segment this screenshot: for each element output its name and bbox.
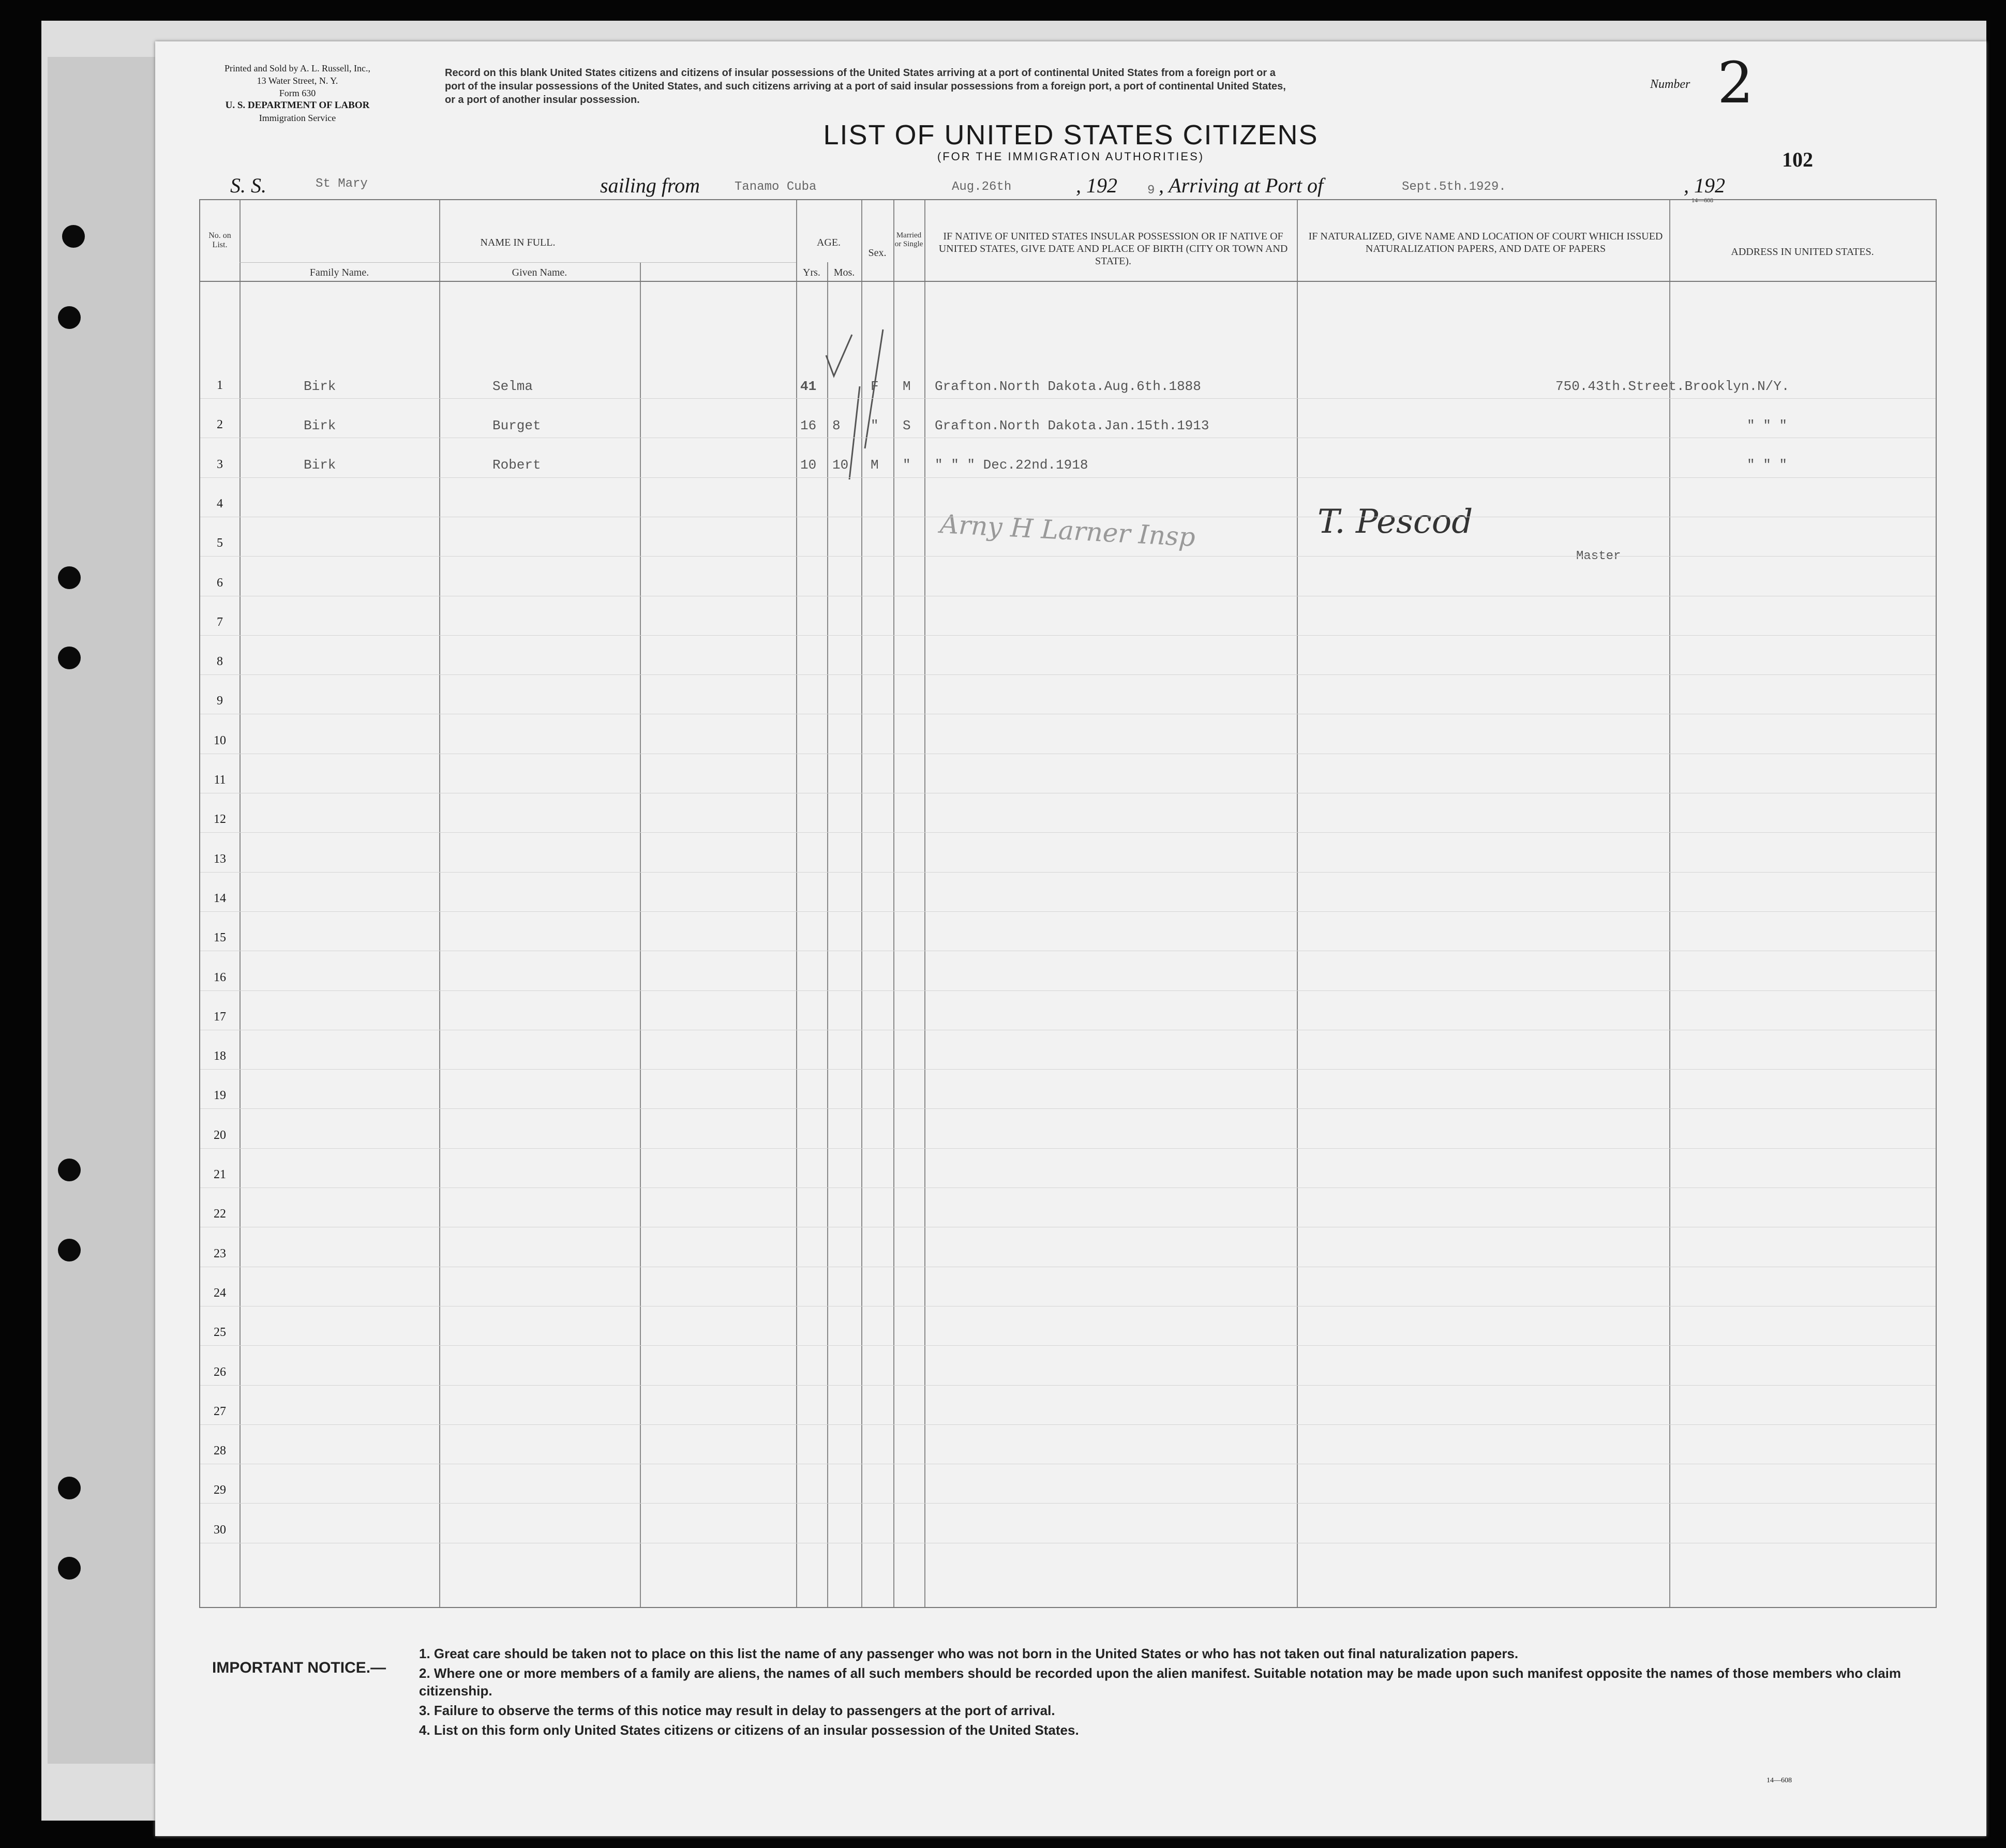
age-yrs: 41 [800, 379, 817, 394]
row-number: 10 [214, 733, 226, 747]
year-label: , 192 [1076, 174, 1117, 197]
row-number: 20 [214, 1128, 226, 1142]
age-yrs: 10 [800, 457, 817, 473]
row-rule [200, 477, 1936, 478]
row-number: 19 [214, 1089, 226, 1103]
row-rule [200, 556, 1936, 557]
row-number: 27 [214, 1404, 226, 1418]
notice-item: 4. List on this form only United States citizens or citizens of an insular possession of the United States. [419, 1722, 1079, 1738]
header-naturalized: IF NATURALIZED, GIVE NAME AND LOCATION OF COURT WHICH ISSUED NATURALIZATION PAPERS, AND DATE OF PAPERS [1308, 231, 1663, 254]
intro-line: port of the insular possessions of the United States, and such citizens arriving at a port of said insular possessions from a foreign port, a port of continental United States, [445, 81, 1286, 92]
notice-list [419, 1645, 1935, 1741]
row-rule [200, 872, 1936, 873]
master-signature: T. Pescod [1318, 503, 1473, 541]
age-yrs: 16 [800, 418, 817, 433]
row-number: 16 [214, 970, 226, 984]
arriving-label: , Arriving at Port of [1159, 174, 1324, 197]
row-rule [200, 1345, 1936, 1346]
given-name: Selma [492, 379, 533, 394]
sailing-from: Tanamo Cuba [735, 180, 817, 194]
number-value: 2 [1717, 50, 1754, 116]
punch-hole [58, 647, 81, 669]
row-number: 1 [217, 379, 223, 392]
marital-status: " [903, 457, 911, 473]
address: " " " [1747, 457, 1788, 473]
footer-form-code: 14—608 [1767, 1777, 1792, 1784]
service: Immigration Service [259, 113, 336, 123]
row-rule [200, 990, 1936, 991]
row-rule [200, 1385, 1936, 1386]
given-name: Robert [492, 457, 541, 473]
check-marks [811, 324, 893, 490]
header-age: AGE. [816, 237, 841, 248]
col-divider [1669, 200, 1670, 1607]
intro-text [445, 66, 1697, 107]
col-divider [796, 200, 797, 1607]
header-mos: Mos. [833, 267, 855, 278]
col-divider [439, 200, 440, 1607]
row-number: 14 [214, 891, 226, 905]
row-number: 30 [214, 1523, 226, 1537]
col-divider [239, 200, 241, 1607]
passenger-table [199, 199, 1937, 1608]
header-address: ADDRESS IN UNITED STATES. [1731, 246, 1874, 258]
row-number: 28 [214, 1444, 226, 1458]
row-number: 23 [214, 1246, 226, 1260]
punch-hole [58, 1239, 81, 1261]
marital-status: M [903, 379, 911, 394]
row-number: 4 [217, 497, 223, 510]
row-rule [200, 674, 1936, 675]
row-number: 8 [217, 655, 223, 669]
address: 750.43th.Street.Brooklyn.N/Y. [1555, 379, 1790, 394]
page-number: 102 [1782, 148, 1813, 171]
notice-item: 3. Failure to observe the terms of this notice may result in delay to passengers at the port of arrival. [419, 1703, 1055, 1718]
subheader-divider [239, 262, 796, 263]
header-family-name: Family Name. [309, 267, 369, 278]
punch-hole [58, 566, 81, 589]
age-mos: 8 [832, 418, 841, 433]
birth-place-date: " " " Dec.22nd.1918 [935, 457, 1088, 473]
header-married-single: Married or Single [894, 231, 923, 248]
printer-block [186, 62, 409, 124]
family-name: Birk [304, 379, 336, 394]
row-rule [200, 1108, 1936, 1109]
intro-line: Record on this blank United States citizens and citizens of insular possessions of the United States arriving at a port of continental United States from a foreign port or a [445, 67, 1276, 79]
row-number: 26 [214, 1365, 226, 1379]
row-number: 3 [217, 457, 223, 471]
row-rule [200, 1424, 1936, 1425]
row-rule [200, 911, 1936, 912]
year-label-2: , 192 [1684, 174, 1725, 197]
row-rule [200, 635, 1936, 636]
notice-item: 1. Great care should be taken not to place on this list the name of any passenger who was not born in the United States or who has not taken out final naturalization papers. [419, 1646, 1519, 1661]
manifest-page [155, 41, 1986, 1836]
row-number: 18 [214, 1049, 226, 1063]
row-number: 29 [214, 1483, 226, 1497]
punch-hole [58, 1477, 81, 1499]
header-name-in-full: NAME IN FULL. [480, 237, 556, 248]
form-code: 14—608 [1691, 197, 1713, 204]
form-number: Form 630 [279, 88, 316, 98]
header-no-on-list: No. on List. [208, 231, 231, 249]
sailing-from-label: sailing from [600, 174, 700, 197]
row-number: 2 [217, 418, 223, 432]
birth-place-date: Grafton.North Dakota.Jan.15th.1913 [935, 418, 1209, 433]
col-divider [924, 200, 925, 1607]
header-birth: IF NATIVE OF UNITED STATES INSULAR POSSESSION OR IF NATIVE OF UNITED STATES, GIVE DATE AND PLACE OF BIRTH (CITY OR TOWN AND STATE). [938, 231, 1288, 267]
number-label: Number [1650, 78, 1690, 91]
year-digit: 9 [1147, 184, 1155, 198]
header-sex: Sex. [868, 247, 887, 259]
sex: " [871, 418, 879, 433]
given-name: Burget [492, 418, 541, 433]
row-number: 6 [217, 576, 223, 590]
row-number: 9 [217, 694, 223, 708]
col-divider [893, 200, 894, 1607]
sex: F [871, 379, 879, 394]
row-number: 21 [214, 1168, 226, 1181]
age-mos: 10 [832, 457, 849, 473]
notice-label: IMPORTANT NOTICE.— [212, 1659, 386, 1676]
header-yrs: Yrs. [803, 267, 820, 278]
department: U. S. DEPARTMENT OF LABOR [225, 100, 370, 111]
intro-line: or a port of another insular possession. [445, 94, 640, 106]
inspector-signature: Arny H Larner Insp [939, 509, 1196, 552]
row-number: 7 [217, 615, 223, 629]
punch-hole [58, 306, 81, 329]
row-number: 15 [214, 931, 226, 945]
row-number: 12 [214, 813, 226, 827]
page-title: LIST OF UNITED STATES CITIZENS [823, 119, 1319, 151]
col-divider [1297, 200, 1298, 1607]
marital-status: S [903, 418, 911, 433]
row-number: 17 [214, 1010, 226, 1024]
header-given-name: Given Name. [512, 267, 567, 278]
printer-line: 13 Water Street, N. Y. [257, 76, 338, 86]
arrival: Sept.5th.1929. [1402, 180, 1506, 194]
row-number: 22 [214, 1207, 226, 1221]
row-number: 13 [214, 852, 226, 866]
punch-hole [58, 1159, 81, 1181]
printer-line: Printed and Sold by A. L. Russell, Inc., [224, 63, 370, 73]
family-name: Birk [304, 418, 336, 433]
row-rule [200, 1069, 1936, 1070]
family-name: Birk [304, 457, 336, 473]
page-subtitle: (FOR THE IMMIGRATION AUTHORITIES) [937, 150, 1205, 163]
notice-item: 2. Where one or more members of a family are aliens, the names of all such members should be recorded upon the alien manifest. Suitable notation may be made upon such manifest opposite the names of those members who claim citizenship. [419, 1665, 1902, 1699]
row-rule [200, 1503, 1936, 1504]
row-rule [200, 398, 1936, 399]
address: " " " [1747, 418, 1788, 433]
birth-place-date: Grafton.North Dakota.Aug.6th.1888 [935, 379, 1201, 394]
row-rule [200, 1148, 1936, 1149]
row-number: 11 [214, 773, 226, 787]
ship-name: St Mary [316, 177, 368, 191]
row-rule [200, 832, 1936, 833]
punch-hole [58, 1557, 81, 1580]
sailing-date: Aug.26th [952, 180, 1012, 194]
ss-label: S. S. [230, 174, 266, 197]
header-divider [200, 281, 1936, 282]
sex: M [871, 457, 879, 473]
row-number: 5 [217, 536, 223, 550]
row-number: 24 [214, 1286, 226, 1300]
col-divider [640, 262, 641, 1607]
punch-hole [62, 225, 85, 248]
master-label: Master [1576, 549, 1621, 563]
row-number: 25 [214, 1326, 226, 1340]
